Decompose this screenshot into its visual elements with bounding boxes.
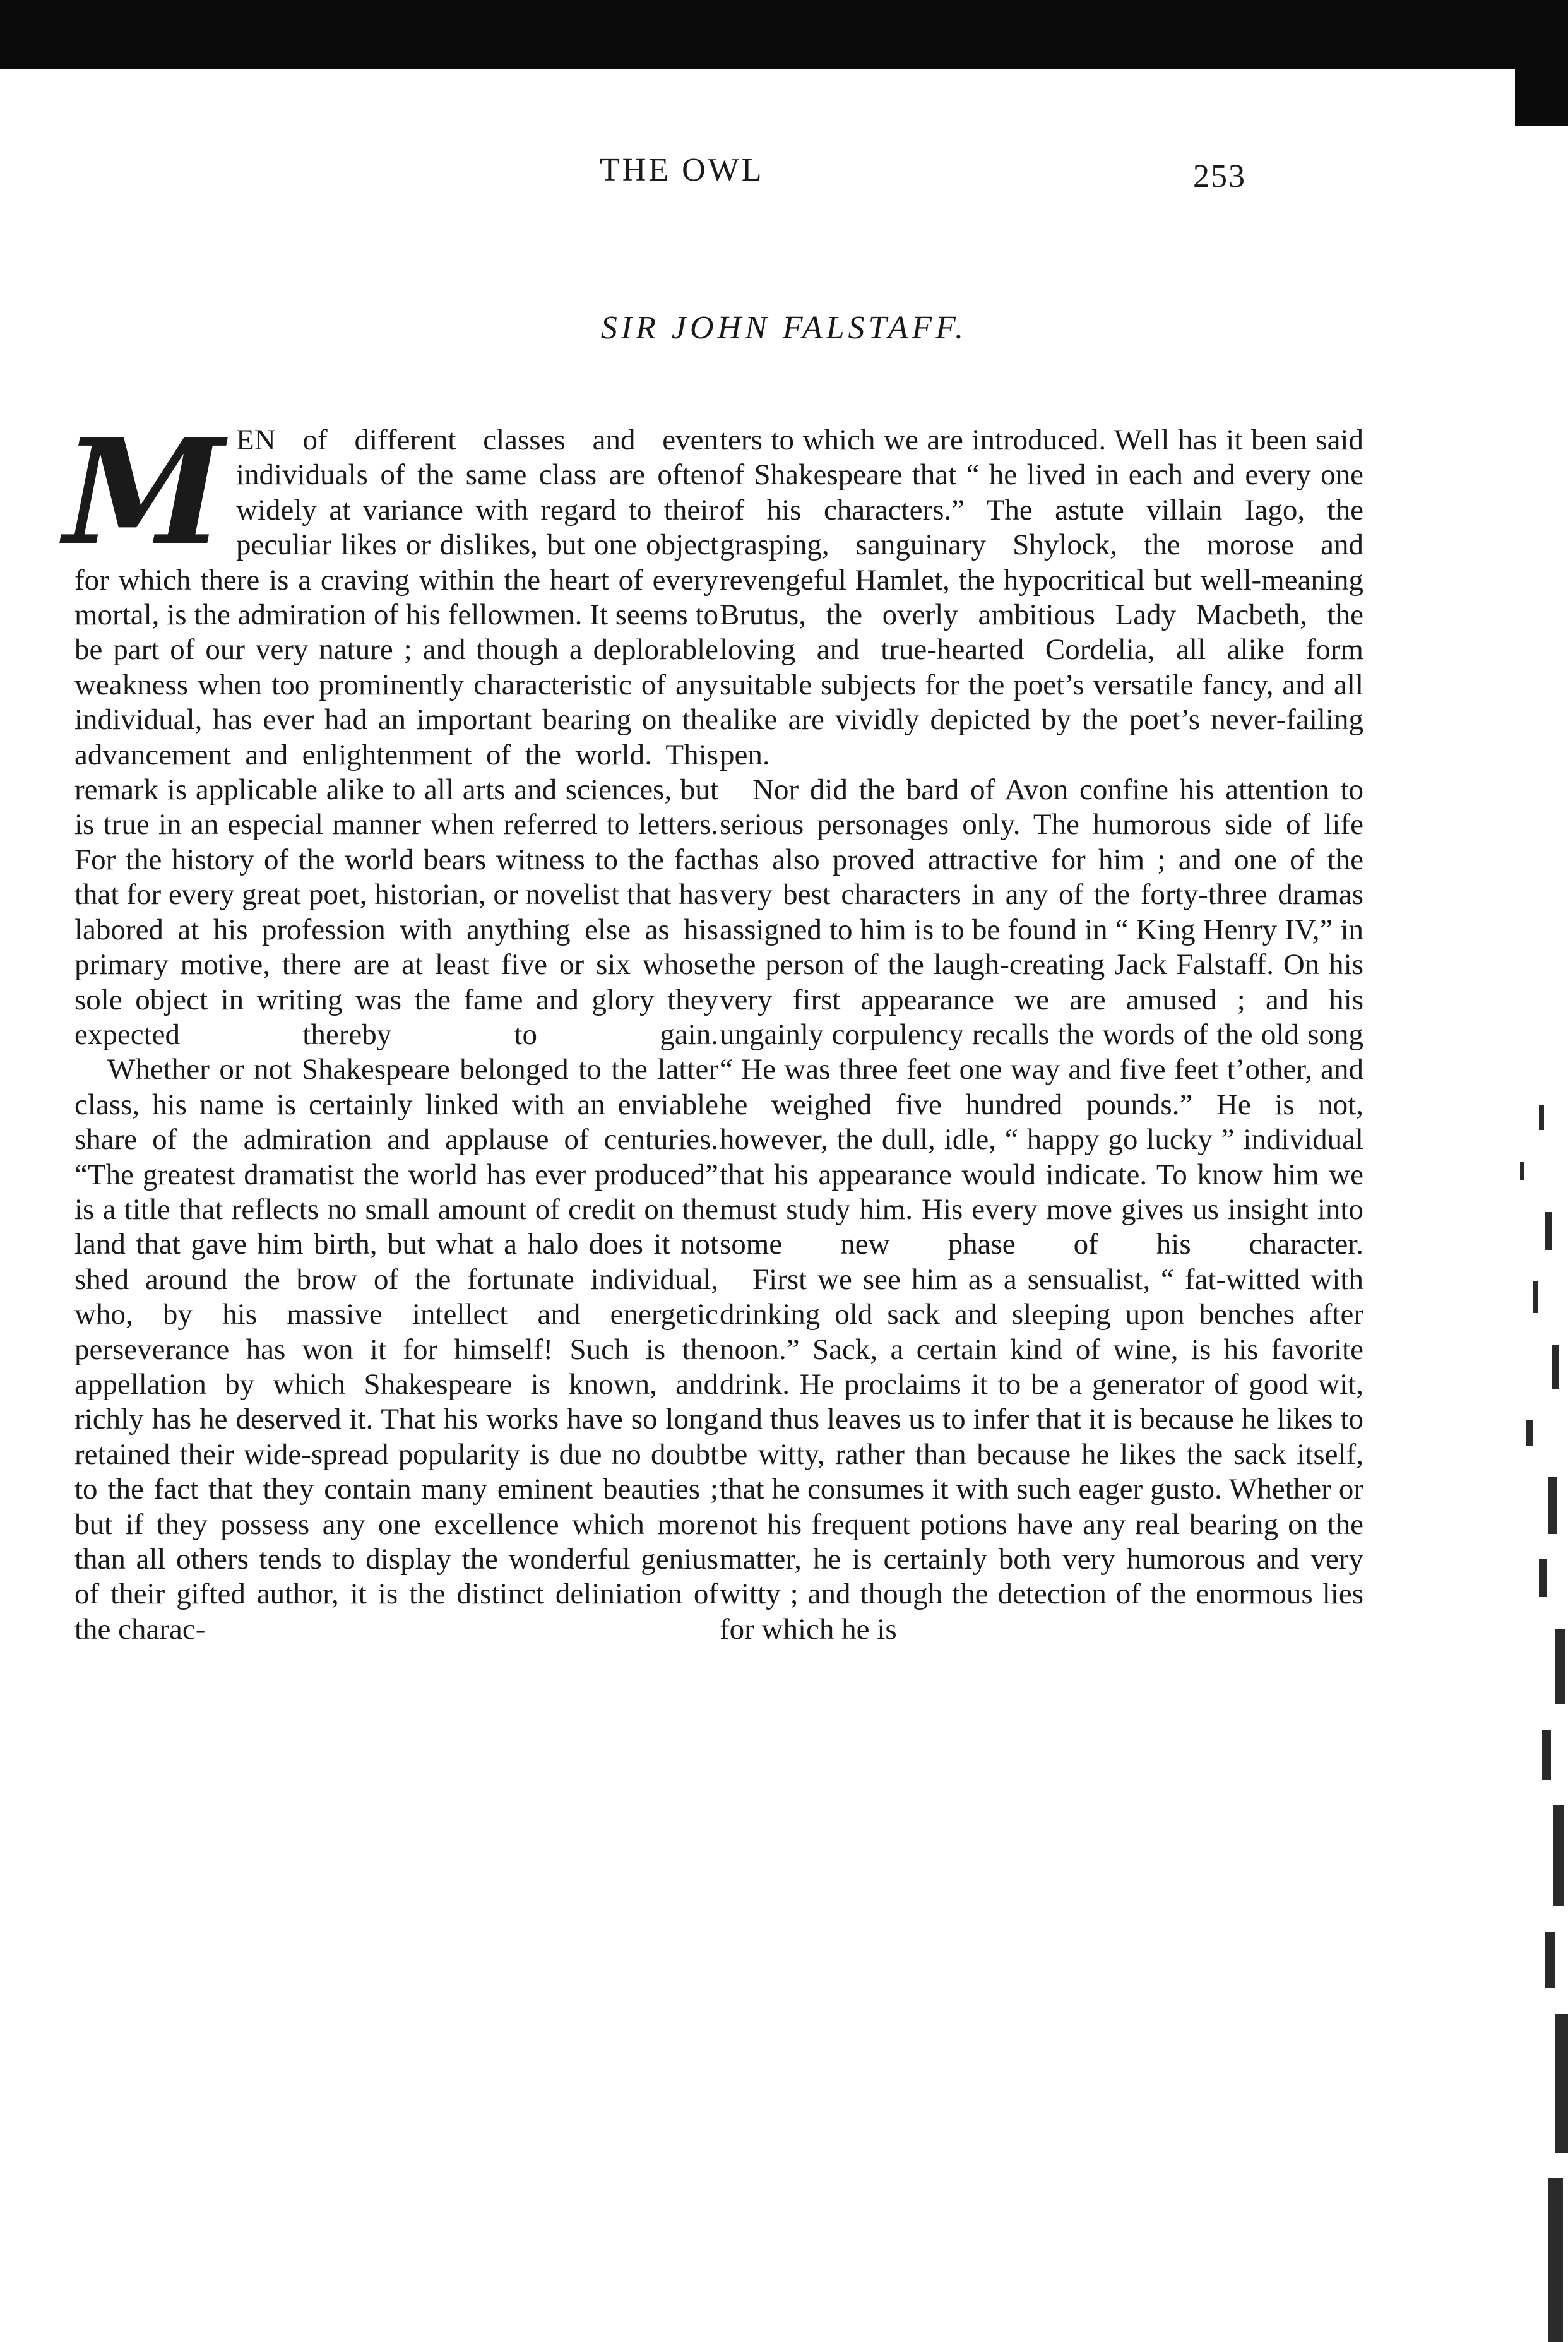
paragraph: First we see him as a sensualist, “ fat-witted with drinking old sack and sleeping upon benches after noon.” Sack, a certain kind of wine, is his favorite drink. He proclaims it to be a generator of good wit, and thus leaves us to infer that it is because he likes to be witty, rather than because he likes the sack itself, that he consumes it with such eager gusto. Whether or not his frequent potions have any real bearing on the matter, he is certainly both very humorous and very witty ; and though the detection of the enormous lies for which he is — [720, 1263, 1363, 1646]
left-column — [63, 407, 718, 1647]
running-head — [0, 152, 1568, 202]
paragraph: ters to which we are introduced. Well has it been said of Shakespeare that “ he lived in each and every one of his characters.” The astute villain Iago, the grasping, sanguinary Shylock, the morose and revengeful Hamlet, the hypocritical but well-meaning Brutus, the overly ambitious Lady Macbeth, the loving and true-hearted Cordelia, all alike form suitable subjects for the poet’s versatile fancy, and all alike are vividly depicted by the poet’s never-failing pen. — [720, 424, 1363, 771]
page-number: 253 — [1193, 158, 1246, 194]
drop-cap: M — [63, 407, 225, 578]
journal-title: THE OWL — [600, 152, 764, 188]
article-title: SIR JOHN FALSTAFF. — [600, 310, 968, 346]
paragraph: EN of different classes and even individuals of the same class are often widely at variance with regard to their peculiar likes or dislikes, but one object for which there is a craving within the heart of every mortal, is the admiration of his fellowmen. It seems to be part of our very nature ; and though a deplorable weakness when too prominently characteristic of any individual, has ever had an important bearing on the advancement and enlightenment of the world. This remark is applicable alike to all arts and sciences, but is true in an especial manner when referred to letters. For the history of the world bears witness to the fact that for every great poet, historian, or novelist that has labored at his profession with anything else as his primary motive, there are at least five or six whose sole object in writing was the fame and glory they expected thereby to gain. — [74, 424, 718, 1051]
scan-top-border — [0, 0, 1515, 69]
right-column — [720, 423, 1363, 1647]
scan-corner-border — [1515, 0, 1568, 126]
paragraph: Whether or not Shakespeare belonged to the latter class, his name is certainly linked with an enviable share of the admiration and applause of centuries. “The greatest dramatist the world has ever produced” is a title that reflects no small amount of credit on the land that gave him birth, but what a halo does it not shed around the brow of the fortunate individual, who, by his massive intellect and energetic perseverance has won it for himself! Such is the appellation by which Shakespeare is known, and richly has he deserved it. That his works have so long retained their wide-spread popularity is due no doubt to the fact that they contain many eminent beauties ; but if they possess any one excellence which more than all others tends to display the wonderful genius of their gifted author, it is the distinct deliniation of the charac- — [74, 1053, 718, 1646]
scan-edge-shadow — [1482, 1105, 1568, 2342]
paragraph: Nor did the bard of Avon confine his attention to serious personages only. The humorous side of life has also proved attractive for him ; and one of the very best characters in any of the forty-three dramas assigned to him is to be found in “ King Henry IV,” in the person of the laugh-creating Jack Falstaff. On his very first appearance we are amused ; and his ungainly corpulency recalls the words of the old song “ He was three feet one way and five feet t’other, and he weighed five hundred pounds.” He is not, however, the dull, idle, “ happy go lucky ” individual that his appearance would indicate. To know him we must study him. His every move gives us insight into some new phase of his character. — [720, 773, 1363, 1261]
